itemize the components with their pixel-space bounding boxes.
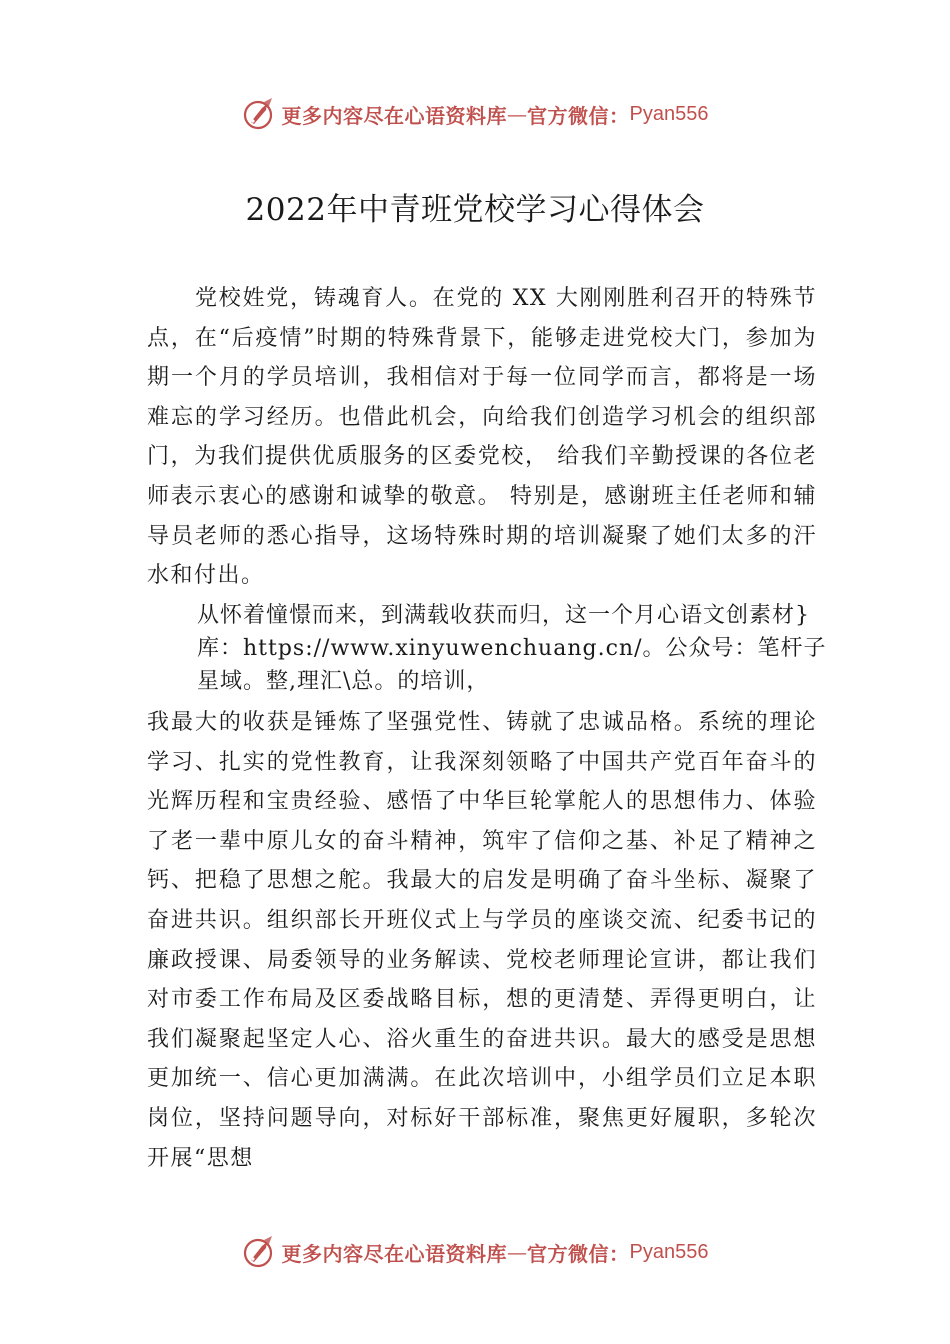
pen-nib-logo-icon [242, 1234, 278, 1270]
banner-brand-text: 更多内容尽在心语资料库 [281, 1241, 508, 1266]
header-banner [0, 94, 950, 134]
banner-contact-label: 官方微信： [527, 1241, 630, 1266]
paragraph-1: 党校姓党，铸魂育人。在党的 XX 大刚刚胜利召开的特殊节点，在“后疫情”时期的特殊背景下，能够走进党校大门，参加为期一个月的学员培训，我相信对于每一位同学而言，都将是一场难忘的学习经历。也借此机会，向给我们创造学习机会的组织部门，为我们提供优质服务的区委党校， 给我们辛勤授课的各位老师表示衷心的感谢和诚挚的敬意。 特别是，感谢班主任老师和辅导员老师的悉心指导，这场特殊时期的培训凝聚了她们太多的汗水和付出。 [147, 286, 817, 589]
banner-separator: — [507, 1240, 528, 1264]
banner-brand-text: 更多内容尽在心语资料库 [281, 103, 508, 128]
footer-banner [0, 1232, 950, 1272]
banner-contact-label: 官方微信： [527, 103, 630, 128]
pen-nib-logo-icon [242, 96, 278, 132]
banner-wechat-id: Pyan556 [629, 102, 709, 125]
paragraph-2: 从怀着憧憬而来，到满载收获而归，这一个月心语文创素材}库：https://www.xinyuwenchuang.cn/。公众号：笔杆子星域。整,理汇\总。的培训， [197, 603, 827, 694]
document-title: 2022年中青班党校学习心得体会 [245, 192, 705, 228]
banner-separator: — [507, 102, 528, 126]
paragraph-3: 我最大的收获是锤炼了坚强党性、铸就了忠诚品格。系统的理论学习、扎实的党性教育，让我深刻领略了中国共产党百年奋斗的光辉历程和宝贵经验、感悟了中华巨轮掌舵人的思想伟力、体验了老一辈中原儿女的奋斗精神，筑牢了信仰之基、补足了精神之钙、把稳了思想之舵。我最大的启发是明确了奋斗坐标、凝聚了奋进共识。组织部长开班仪式上与学员的座谈交流、纪委书记的廉政授课、局委领导的业务解读、党校老师理论宣讲，都让我们对市委工作布局及区委战略目标，想的更清楚、弄得更明白，让我们凝聚起坚定人心、浴火重生的奋进共识。最大的感受是思想更加统一、信心更加满满。在此次培训中，小组学员们立足本职岗位，坚持问题导向，对标好干部标准，聚焦更好履职，多轮次开展“思想 [147, 710, 817, 1171]
banner-wechat-id: Pyan556 [629, 1240, 709, 1263]
